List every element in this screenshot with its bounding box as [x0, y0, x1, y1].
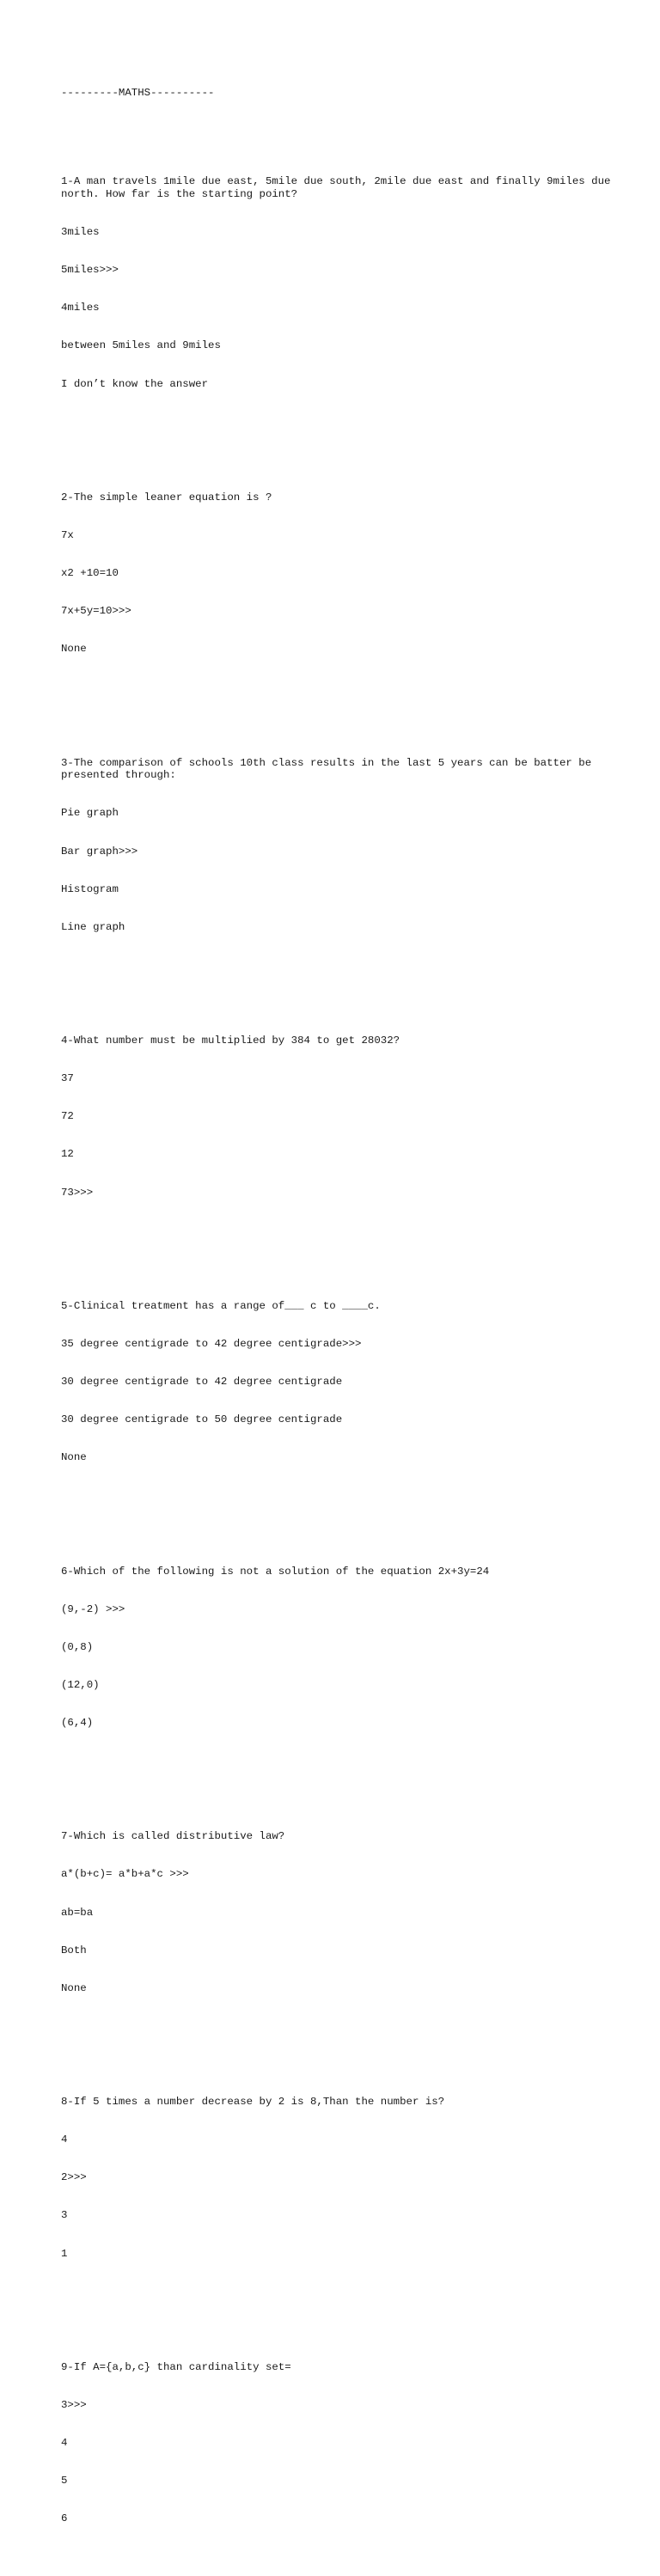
answer-option: None	[61, 643, 87, 656]
answer-option: 35 degree centigrade to 42 degree centigrade>>>	[61, 1337, 362, 1350]
answer-option: 12	[61, 1148, 74, 1161]
question-block	[61, 1274, 628, 1489]
document-page	[61, 62, 628, 2576]
answer-option: 37	[61, 1072, 74, 1085]
question-block	[61, 1805, 628, 2020]
answer-option: ab=ba	[61, 1906, 94, 1919]
question-block	[61, 150, 628, 416]
section-header: ---------MATHS----------	[61, 87, 215, 100]
answer-option: (0,8)	[61, 1640, 94, 1653]
answer-option: 4	[61, 2437, 68, 2450]
answer-option: Pie graph	[61, 807, 119, 820]
answer-option: 3	[61, 2209, 68, 2222]
answer-option: 5miles>>>	[61, 264, 119, 277]
answer-option: 3>>>	[61, 2398, 87, 2411]
answer-option: 1	[61, 2247, 68, 2260]
answer-option: Bar graph>>>	[61, 845, 138, 858]
answer-option: Line graph	[61, 920, 125, 933]
answer-option: 73>>>	[61, 1186, 94, 1199]
answer-option: 5	[61, 2475, 68, 2487]
answer-option: 30 degree centigrade to 42 degree centigrade	[61, 1376, 343, 1389]
answer-option: 3miles	[61, 226, 100, 239]
answer-option: x2 +10=10	[61, 567, 119, 580]
question-block	[61, 1540, 628, 1755]
answer-option: (6,4)	[61, 1717, 94, 1730]
question-text: 1-A man travels 1mile due east, 5mile due south, 2mile due east and finally 9miles due north. How far is the starting point?	[61, 175, 617, 201]
question-block	[61, 466, 628, 681]
question-text: 8-If 5 times a number decrease by 2 is 8,Than the number is?	[61, 2096, 445, 2109]
question-text: 6-Which of the following is not a solution of the equation 2x+3y=24	[61, 1565, 490, 1578]
answer-option: 7x+5y=10>>>	[61, 605, 131, 618]
answer-option: 72	[61, 1110, 74, 1123]
answer-option: between 5miles and 9miles	[61, 339, 221, 352]
answer-option: 6	[61, 2512, 68, 2525]
answer-option: 2>>>	[61, 2171, 87, 2184]
question-block	[61, 1010, 628, 1224]
question-text: 2-The simple leaner equation is ?	[61, 491, 272, 504]
answer-option: None	[61, 1981, 87, 1994]
question-text: 9-If A={a,b,c} than cardinality set=	[61, 2360, 291, 2373]
answer-option: 30 degree centigrade to 50 degree centigrade	[61, 1413, 343, 1426]
answer-option: 4miles	[61, 302, 100, 314]
answer-option: 7x	[61, 528, 74, 541]
question-text: 5-Clinical treatment has a range of___ c to ____c.	[61, 1299, 381, 1312]
answer-option: a*(b+c)= a*b+a*c >>>	[61, 1868, 189, 1881]
answer-option: I don’t know the answer	[61, 377, 209, 390]
answer-option: Histogram	[61, 882, 119, 895]
question-text: 4-What number must be multiplied by 384 to get 28032?	[61, 1035, 400, 1047]
question-block	[61, 731, 628, 959]
question-block	[61, 2071, 628, 2286]
answer-option: (9,-2) >>>	[61, 1602, 125, 1615]
answer-option: (12,0)	[61, 1678, 100, 1691]
question-text: 3-The comparison of schools 10th class results in the last 5 years can be batter be presented through:	[61, 756, 598, 782]
answer-option: 4	[61, 2133, 68, 2146]
question-text: 7-Which is called distributive law?	[61, 1830, 285, 1843]
question-block	[61, 2335, 628, 2550]
answer-option: Both	[61, 1944, 87, 1956]
answer-option: None	[61, 1451, 87, 1464]
